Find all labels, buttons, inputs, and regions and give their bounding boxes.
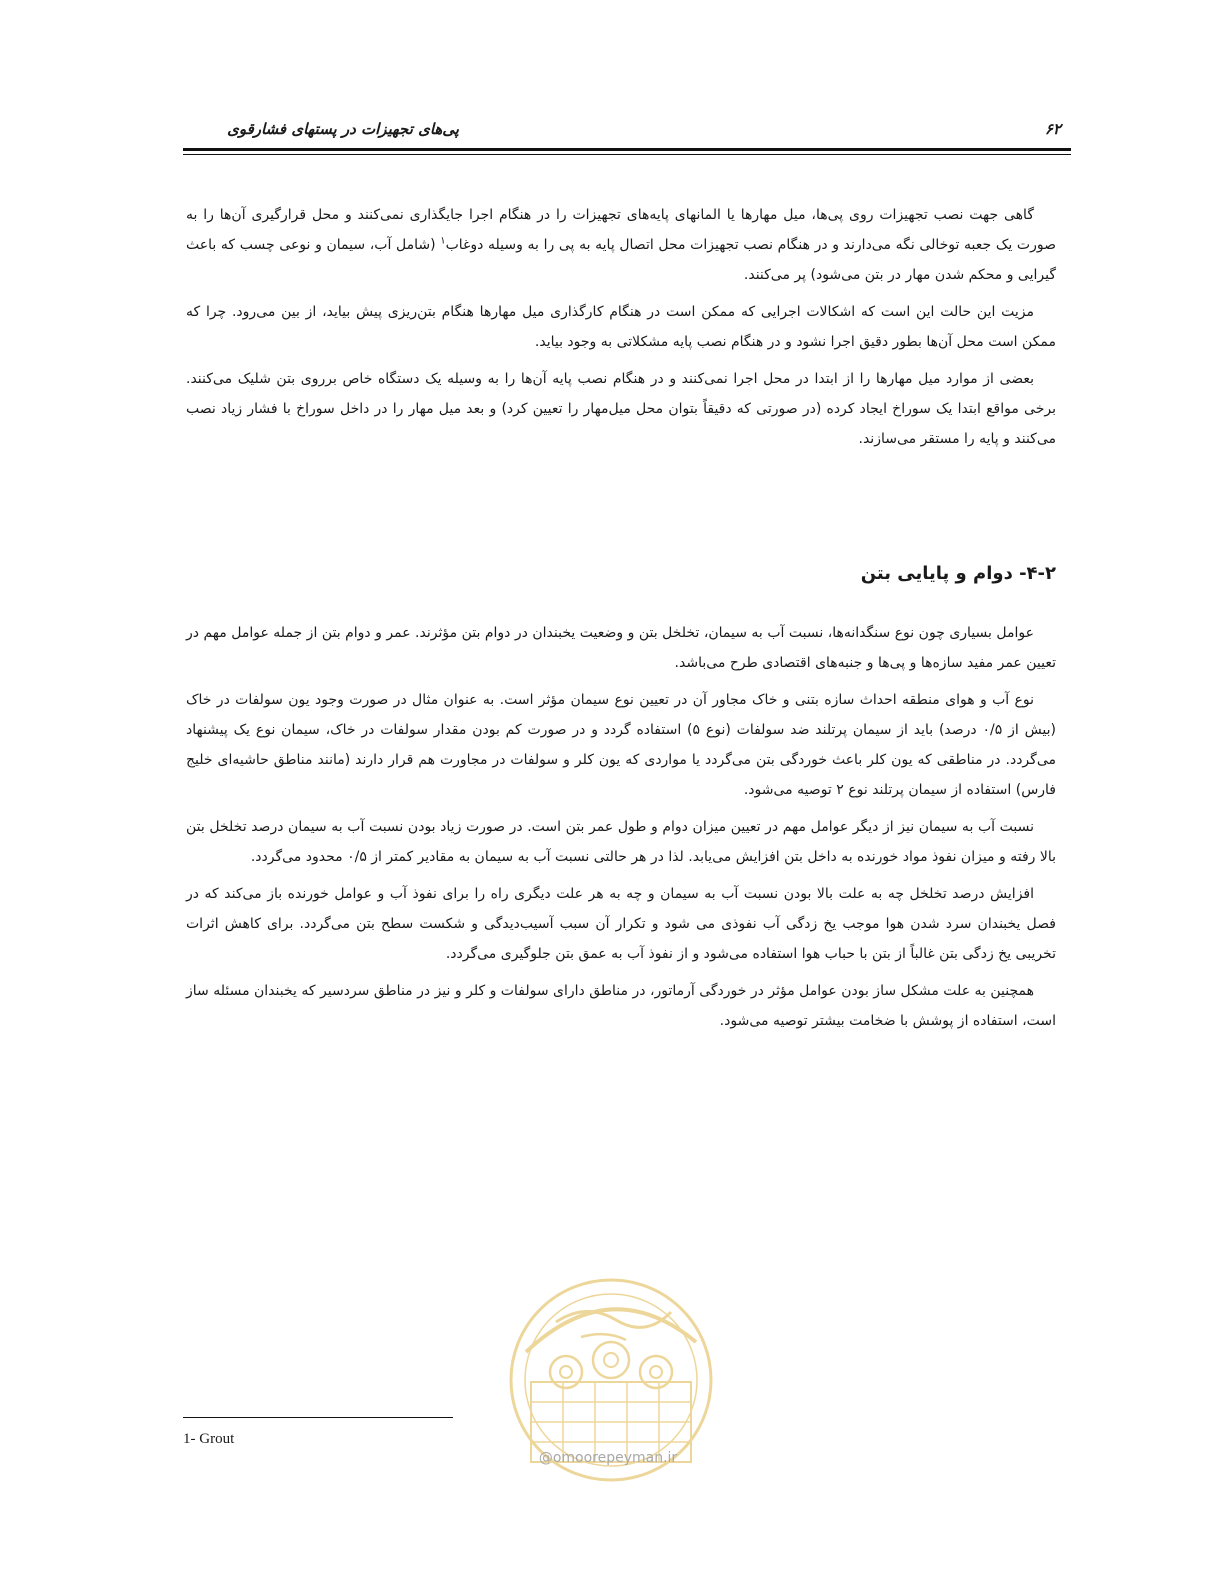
- page-header: [183, 114, 1071, 150]
- paragraph: بعضی از موارد میل مهارها را از ابتدا در محل اجرا نمی‌کنند و در هنگام نصب پایه آن‌ها را به وسیله یک دستگاه خاص برروی بتن شلیک می‌کنند. برخی مواقع ابتدا یک سوراخ ایجاد کرده (در صورتی که دقیقاً بتوان محل میل‌مهار را تعیین کرد) و بعد میل مهار را در داخل سوراخ با فشار زیاد نصب می‌کنند و پایه را مستقر می‌سازند.: [186, 371, 1056, 447]
- paragraph: نوع آب و هوای منطقه احداث سازه بتنی و خاک مجاور آن در تعیین نوع سیمان مؤثر است. به عنوان مثال در صورت وجود یون سولفات در خاک (بیش از ۰/۵ درصد) باید از سیمان پرتلند ضد سولفات (نوع ۵) استفاده گردد و در صورت کم بودن مقدار سولفات در خاک، سیمان نوع یک پیشنهاد می‌گردد. در مناطقی که یون کلر باعث خوردگی بتن می‌گردد یا مواردی که یون کلر و سولفات در مجاورت هم قرار دارند (مانند مناطق حاشیه‌ای خلیج فارس) استفاده از سیمان پرتلند نوع ۲ توصیه می‌شود.: [186, 692, 1057, 798]
- running-header-title: پی‌های تجهیزات در پستهای فشارقوی: [227, 120, 459, 138]
- watermark-url: @omoorepeyman.ir: [538, 1450, 678, 1466]
- paragraph: عوامل بسیاری چون نوع سنگدانه‌ها، نسبت آب به سیمان، تخلخل بتن و وضعیت یخبندان در دوام بتن مؤثرند. عمر و دوام بتن از جمله عوامل مهم در تعیین عمر مفید سازه‌ها و پی‌ها و جنبه‌های اقتصادی طرح می‌باشد.: [186, 625, 1056, 671]
- page-number: ۶۲: [1044, 120, 1061, 138]
- paragraph: مزیت این حالت این است که اشکالات اجرایی که ممکن است در هنگام کارگذاری میل مهارها هنگام بتن‌ریزی پیش بیاید، از بین می‌رود. چرا که ممکن است محل آن‌ها بطور دقیق اجرا نشود و در هنگام نصب پایه مشکلاتی به وجود بیاید.: [186, 304, 1056, 350]
- paragraph: نسبت آب به سیمان نیز از دیگر عوامل مهم در تعیین میزان دوام و طول عمر بتن است. در صورت زیاد بودن نسبت آب به سیمان درصد تخلخل بتن بالا رفته و میزان نفوذ مواد خورنده به داخل بتن افزایش می‌یابد. لذا در هر حالتی نسبت آب به سیمان به مقادیر کمتر از ۰/۵ محدود می‌گردد.: [186, 819, 1056, 865]
- footnote-separator: [183, 1417, 453, 1418]
- footnote-reference[interactable]: ۱: [440, 235, 446, 247]
- paragraph: افزایش درصد تخلخل چه به علت بالا بودن نسبت آب به سیمان و چه به هر علت دیگری راه را برای نفوذ آب و عوامل خورنده باز می‌کند که در فصل یخبندان سرد شدن هوا موجب یخ زدگی آب نفوذی می شود و تکرار آن سبب آسیب‌دیدگی و شکست سطح بتن می‌گردد. برای کاهش اثرات تخریبی یخ زدگی بتن غالباً از بتن با حباب هوا استفاده می‌شود و از نفوذ آب به عمق بتن جلوگیری می‌گردد.: [186, 886, 1056, 962]
- header-rule-thin: [183, 154, 1071, 155]
- paragraph: گاهی جهت نصب تجهیزات روی پی‌ها، میل مهارها یا المانهای پایه‌های تجهیزات را در هنگام اجرا جایگذاری نمی‌کنند و محل قرارگیری آن‌ها را به صورت یک جعبه توخالی نگه می‌دارند و در هنگام نصب تجهیزات محل اتصال پایه به پی را به وسیله دوغاب$^۱$ (شامل آب، سیمان و نوعی چسب که باعث گیرایی و محکم شدن مهار در بتن می‌شود) پر می‌کنند.: [186, 207, 1056, 283]
- section-intro-text: [186, 200, 1056, 461]
- section-heading: ۴-۲- دوام و پایایی بتن: [860, 563, 1056, 584]
- paragraph: همچنین به علت مشکل ساز بودن عوامل مؤثر در خوردگی آرماتور، در مناطق دارای سولفات و کلر و نیز در مناطق سردسیر که یخبندان مسئله ساز است، استفاده از پوشش با ضخامت بیشتر توصیه می‌شود.: [186, 983, 1056, 1029]
- section-durability-text: [186, 618, 1056, 1043]
- header-rule-thick: [183, 148, 1071, 151]
- footnote: 1- Grout: [183, 1431, 235, 1447]
